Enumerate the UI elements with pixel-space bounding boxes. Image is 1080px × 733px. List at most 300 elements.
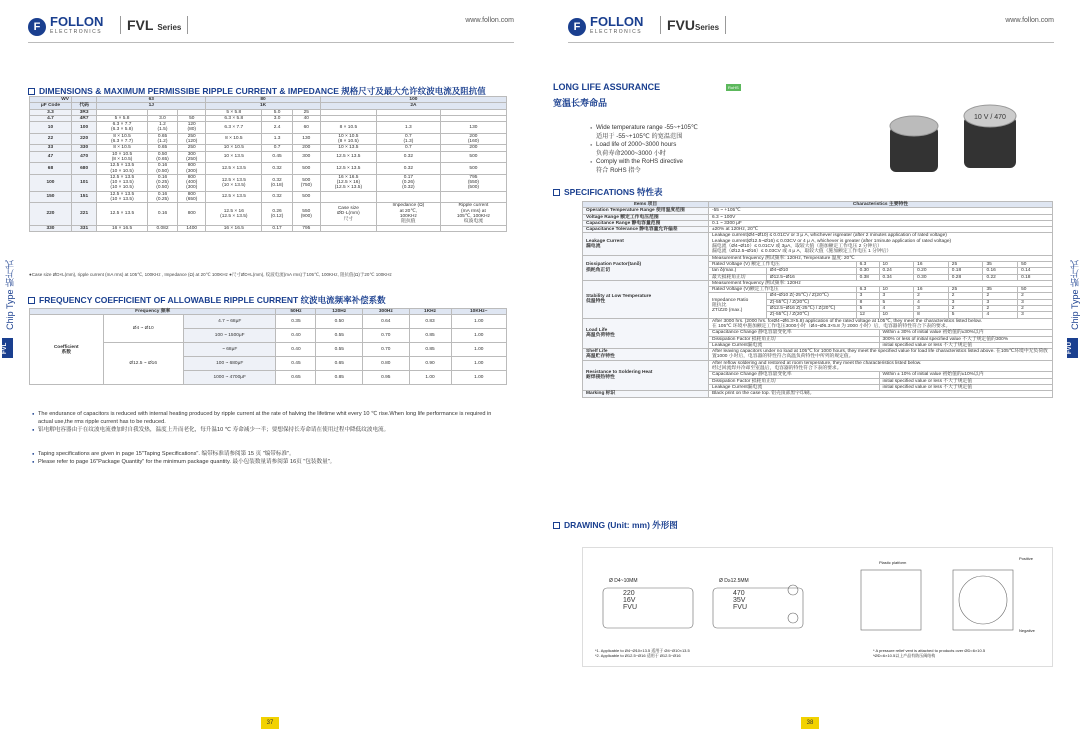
table-cell: 300: [292, 151, 320, 163]
table-cell: 25: [948, 261, 983, 267]
table-cell: Leakage Current漏电流: [709, 342, 880, 348]
table-cell: 2: [983, 306, 1018, 312]
table-cell: Ø12.5 ~ Ø16: [103, 343, 183, 385]
table-row: [583, 233, 1053, 255]
table-cell: 120Hz: [316, 309, 363, 315]
table-cell: 60: [292, 122, 320, 134]
table-cell: 3.3: [30, 109, 72, 115]
table-cell: Impedance (Ω) at 20℃, 100KHz 阻抗值: [376, 203, 440, 225]
feature-item: 符合 RoHS 指令: [596, 166, 641, 174]
table-cell: Leakage Current 漏电流: [583, 233, 709, 255]
table-cell: 300 (250): [178, 151, 206, 163]
table-cell: 0.64: [363, 315, 410, 329]
table-cell: 130: [440, 122, 506, 134]
table-cell: 12.5 × 13.5: [320, 151, 376, 163]
table-cell: 1.00: [451, 315, 506, 329]
note-3: ● Taping specifications are given in page 15"Taping Specifications". 编带标准请参阅第 15 页 "编带标准"。: [32, 450, 502, 458]
table-cell: 0.30: [856, 268, 879, 274]
table-cell: 12.5 × 13.5 (10 × 13.5) (10 × 10.5): [97, 174, 148, 191]
frequency-heading: FREQUENCY COEFFICIENT OF ALLOWABLE RIPPLE CURRENT 纹波电流频率补偿系数: [28, 294, 386, 306]
table-cell: 500: [440, 163, 506, 175]
table-cell: 0.34: [879, 274, 914, 280]
table-cell: 5: [879, 299, 914, 305]
table-cell: 3.0: [262, 115, 292, 121]
table-cell: 12.5 × 16 (12.5 × 13.5): [206, 203, 262, 225]
table-cell: 150: [30, 191, 72, 203]
table-cell: Rated Voltage (V) 额定工作电压: [709, 261, 857, 267]
table-cell: 200 (160): [440, 133, 506, 145]
specifications-table: [582, 201, 1053, 398]
table-cell: 0.32: [262, 191, 292, 203]
table-cell: 330: [71, 145, 96, 151]
table-cell: 35: [983, 261, 1018, 267]
table-cell: 331: [71, 225, 96, 231]
table-cell: 500: [292, 191, 320, 203]
table-cell: 5 × 5.8: [97, 115, 148, 121]
note-4: ● Please refer to page 16"Package Quantity" for the minimum package quantity. 最小包装数量请参阅第 16页 "包装数量"。: [32, 458, 502, 466]
table-cell: 0.082: [147, 225, 177, 231]
table-cell: 470: [71, 151, 96, 163]
table-cell: 0.65: [147, 145, 177, 151]
table-cell: 25: [292, 109, 320, 115]
table-cell: 220: [71, 133, 96, 145]
table-cell: 12.5 × 13.5 (10 × 13.5): [206, 174, 262, 191]
table-cell: 0.16: [147, 203, 177, 225]
table-cell: 50Hz: [276, 309, 316, 315]
drawing-heading: DRAWING (Unit: mm) 外形图: [553, 519, 678, 531]
table-cell: 4: [879, 306, 914, 312]
table-cell: 0.83: [409, 315, 451, 329]
table-cell: Resistance to Soldering Heat 耐焊接热特性: [583, 360, 709, 390]
table-row: [30, 133, 507, 145]
table-cell: 6.3 × 5.8: [206, 115, 262, 121]
table-cell: 80: [206, 97, 321, 103]
table-cell: Z(-55℃) / Z(20℃): [766, 299, 856, 305]
table-cell: 1.2 (1.5): [147, 122, 177, 134]
table-cell: 0.18: [948, 268, 983, 274]
table-cell: 0.40: [276, 343, 316, 357]
table-cell: 1400: [178, 225, 206, 231]
table-cell: 1.00: [409, 371, 451, 385]
table-cell: 0.85: [316, 371, 363, 385]
table-cell: 800: [178, 203, 206, 225]
table-cell: Operation Temperature Range 使用温度范围: [583, 208, 709, 214]
table-cell: 100: [320, 97, 506, 103]
table-cell: μF Code: [30, 103, 72, 109]
table-cell: 0.50: [316, 315, 363, 329]
table-cell: 2: [948, 306, 983, 312]
table-cell: 2A: [320, 103, 506, 109]
dimensions-heading: DIMENSIONS & MAXIMUM PERMISSIBE RIPPLE CURRENT & IMPEDANCE 规格尺寸及最大允许纹波电流及阻抗值: [28, 85, 486, 97]
feature-item: ● Wide temperature range -55~+105℃: [590, 124, 698, 133]
table-cell: 0.18: [1018, 274, 1053, 280]
table-cell: 33: [30, 145, 72, 151]
table-cell: 0.16 (0.25) (0.50): [147, 174, 177, 191]
table-cell: 0.65 (1.2): [147, 133, 177, 145]
table-cell: 795: [292, 225, 320, 231]
table-cell: 3.0: [147, 115, 177, 121]
table-cell: 10 × 13.5: [206, 151, 262, 163]
table-row: [30, 191, 507, 203]
table-cell: ±20% at 120Hz, 20℃: [709, 227, 1053, 233]
table-cell: 800 (300): [178, 163, 206, 175]
table-cell: 16: [914, 287, 949, 293]
table-cell: 0.28: [948, 274, 983, 280]
table-cell: 1J: [97, 103, 206, 109]
series-title: FVL Series: [120, 16, 188, 34]
table-cell: 2: [983, 293, 1018, 299]
table-cell: Z(-55℃) / Z(20℃): [766, 312, 856, 318]
table-cell: 12.5 × 13.5: [206, 191, 262, 203]
table-cell: 250: [178, 145, 206, 151]
table-cell: 50: [1018, 261, 1053, 267]
table-cell: Shelf Life 高温贮存特性: [583, 349, 709, 361]
table-cell: Load Life 高温负荷特性: [583, 318, 709, 348]
table-cell: Measurement frequency 测试频率: 120Hz: [709, 280, 1053, 286]
table-cell: 4: [914, 299, 949, 305]
table-cell: 100 ~ 1500μF: [183, 329, 276, 343]
table-cell: 0.16 (0.50): [147, 163, 177, 175]
table-cell: Coefficient 系数: [30, 315, 104, 385]
table-cell: 0.45: [276, 357, 316, 371]
table-cell: 1.00: [451, 343, 506, 357]
brand-sub: ELECTRONICS: [50, 29, 103, 35]
table-cell: 2: [914, 293, 949, 299]
table-cell: 1.3: [376, 122, 440, 134]
table-cell: 47: [30, 151, 72, 163]
table-cell: Ø4~Ø10: [766, 268, 856, 274]
table-cell: 12.5 × 13.5: [320, 163, 376, 175]
table-cell: 6.3 × 7.7: [206, 122, 262, 134]
table-cell: 4.7: [30, 115, 72, 121]
table-cell: 22: [30, 133, 72, 145]
table-cell: 800 (400) (300): [178, 174, 206, 191]
table-cell: 151: [71, 191, 96, 203]
dimensions-note: ●Case size ØD×L(mm), ripple current (mA rms) at 105℃, 100KHz , Impedance (Ω) at 20℃ 100KHz ●尺寸ØD×L(mm), 纹波电流(mA rms)于105℃, 100KHz, 阻抗值(Ω)于20℃ 100KHz: [29, 272, 392, 277]
table-cell: 1.00: [451, 371, 506, 385]
table-cell: 10 × 10.5: [206, 145, 262, 151]
right-header: [568, 14, 1054, 36]
table-cell: 3: [879, 293, 914, 299]
table-cell: WV: [30, 97, 72, 103]
table-cell: 16 × 16.5: [206, 225, 262, 231]
positive-label: Positive: [1019, 556, 1034, 561]
table-cell: 200: [440, 145, 506, 151]
table-cell: Ø4~Ø10 Z(-25℃) / Z(20℃): [766, 293, 856, 299]
table-row: [30, 315, 507, 329]
table-cell: 500 (750): [292, 174, 320, 191]
table-cell: [440, 191, 506, 203]
feature-item: 负荷寿命2000~3000 小时: [596, 149, 666, 157]
table-cell: 3R3: [71, 109, 96, 115]
specifications-heading: SPECIFICATIONS 特性表: [553, 186, 663, 198]
table-cell: 8 × 10.5: [320, 122, 376, 134]
table-cell: initial specified value or less 不大于规定值: [879, 342, 1052, 348]
table-row: [583, 391, 1053, 397]
table-row: [583, 360, 1053, 372]
table-cell: 0.7: [376, 145, 440, 151]
table-cell: Leakage Current漏电流: [709, 384, 880, 390]
table-cell: 10: [30, 122, 72, 134]
feature-item: ● Comply with the RoHS directive: [590, 158, 698, 167]
table-cell: 500: [440, 151, 506, 163]
table-cell: 12: [856, 312, 879, 318]
drawing-notes: *1. Applicable to Ø4~Ø10×13.5 适用于 Ø4~Ø10×13.5 *2. Applicable to Ø12.5~Ø16 适用于 Ø12.5~Ø16: [595, 648, 690, 658]
table-cell: 6.3 ~ 100V: [709, 214, 1053, 220]
table-cell: Ø4 ~ Ø10: [103, 315, 183, 343]
table-cell: 0.55: [316, 343, 363, 357]
table-cell: Frequency 频率: [30, 309, 276, 315]
table-cell: Rated Voltage (V)额定工作电压: [709, 287, 857, 293]
table-cell: 0.17 (0.26) (0.32): [376, 174, 440, 191]
table-cell: 3: [1018, 299, 1053, 305]
table-cell: 0.35: [276, 315, 316, 329]
table-cell: 0.7 (1.3): [376, 133, 440, 145]
table-cell: initial specified value or less 不大于规定值: [879, 384, 1052, 390]
table-cell: 12.5 × 13.5 (10 × 13.5): [97, 191, 148, 203]
table-cell: 6.3: [856, 287, 879, 293]
table-cell: initial specified value or less 不大于规定值: [879, 378, 1052, 384]
table-cell: 8: [914, 312, 949, 318]
website: www.follon.com: [1005, 17, 1054, 24]
table-cell: 0.14: [1018, 268, 1053, 274]
table-row: [30, 225, 507, 231]
table-cell: Items 项目: [583, 202, 709, 208]
table-cell: Ripple current (mA rms) at 105℃, 100KHz 纹波电流: [440, 203, 506, 225]
table-cell: Case size ØD·L(mm) 尺寸: [320, 203, 376, 225]
table-cell: [440, 225, 506, 231]
rohs-badge: RoHS: [728, 85, 739, 90]
table-cell: 0.16: [983, 268, 1018, 274]
table-cell: 0.85: [409, 343, 451, 357]
table-row: [30, 203, 507, 225]
drawing-2-marking: 470 35V FVU: [733, 590, 747, 611]
table-cell: 10 × 13.5: [320, 145, 376, 151]
table-cell: 0.70: [363, 343, 410, 357]
logo-icon: F: [568, 18, 586, 36]
table-cell: 5.0: [262, 109, 292, 115]
table-cell: After reflow soldering and restored at room temperature, they meet the characteristics listed below. 经过回流焊并冷却至室温后，电容器的特性符合下表的要求。: [709, 360, 1053, 372]
table-cell: 800 (650): [178, 191, 206, 203]
table-row: [583, 349, 1053, 361]
table-cell: 1KHz: [409, 309, 451, 315]
table-cell: Ø12.5~Ø16: [766, 274, 856, 280]
table-cell: 0.70: [363, 329, 410, 343]
table-cell: 680: [71, 163, 96, 175]
table-cell: 0.32 (0.18): [262, 174, 292, 191]
capacitor-photo: [880, 104, 1050, 184]
table-cell: 40: [292, 115, 320, 121]
table-cell: [376, 225, 440, 231]
plastic-platform-label: Plastic platform: [879, 560, 907, 565]
table-cell: 101: [71, 174, 96, 191]
long-life-subtitle: 宽温长寿命品: [553, 98, 608, 108]
table-cell: 6.3: [856, 261, 879, 267]
table-cell: 10 × 10.5 (8 × 10.5): [97, 151, 148, 163]
table-cell: 8: [856, 299, 879, 305]
brand-logo: [28, 16, 103, 38]
table-cell: 0.7: [262, 145, 292, 151]
table-cell: 0.95: [363, 371, 410, 385]
table-cell: 0.32: [376, 151, 440, 163]
table-cell: 50: [1018, 287, 1053, 293]
table-cell: [376, 191, 440, 203]
table-cell: 500: [292, 163, 320, 175]
table-cell: 0.30: [914, 274, 949, 280]
table-cell: 0.22: [983, 274, 1018, 280]
brand-name: FOLLON: [590, 14, 644, 29]
table-cell: 0.16 (0.25): [147, 191, 177, 203]
table-cell: 35: [983, 287, 1018, 293]
left-header: [28, 14, 514, 36]
table-cell: 100: [30, 174, 72, 191]
table-cell: 0.40: [276, 329, 316, 343]
table-cell: 100: [71, 122, 96, 134]
table-cell: 12.5 × 13.5: [206, 163, 262, 175]
table-cell: 795 (550) (500): [440, 174, 506, 191]
table-cell: 0.65: [316, 357, 363, 371]
table-cell: 1.00: [451, 329, 506, 343]
brand-name: FOLLON: [50, 14, 104, 29]
table-row: [30, 174, 507, 191]
side-label: Chip Type 贴片式: [5, 260, 15, 330]
table-cell: 3: [1018, 312, 1053, 318]
table-cell: -55 ~ +105℃: [709, 208, 1053, 214]
table-cell: 16 × 16.5 (12.5 × 16) (12.5 × 13.5): [320, 174, 376, 191]
logo-icon: F: [28, 18, 46, 36]
table-cell: 16: [914, 261, 949, 267]
table-cell: 0.17: [262, 225, 292, 231]
long-life-title: LONG LIFE ASSURANCE: [553, 82, 661, 92]
table-cell: 1.00: [451, 357, 506, 371]
table-cell: 4: [983, 312, 1018, 318]
feature-item: ● Load life of 2000~3000 hours: [590, 141, 698, 150]
table-cell: 63: [97, 97, 206, 103]
table-cell: 200: [292, 145, 320, 151]
table-cell: 0.32: [262, 163, 292, 175]
table-cell: 0.55: [316, 329, 363, 343]
dimensions-table: [29, 96, 507, 232]
table-cell: Voltage Range 额定工作电压范围: [583, 214, 709, 220]
table-cell: Capacitance Tolerance 静电容量允许偏差: [583, 227, 709, 233]
page-number: 38: [801, 717, 819, 729]
table-cell: [320, 225, 376, 231]
table-cell: Dissipation Factor 损耗角正切: [709, 378, 880, 384]
table-cell: 0.32: [376, 163, 440, 175]
table-cell: 8 × 10.5: [97, 145, 148, 151]
table-cell: 代码: [71, 103, 96, 109]
table-cell: 550 (900): [292, 203, 320, 225]
cap-marking: 10 V / 470: [974, 114, 1006, 121]
table-cell: 0.80: [363, 357, 410, 371]
table-cell: 0.20: [914, 268, 949, 274]
table-cell: 5: [856, 306, 879, 312]
table-cell: Leakage current(Ø4~Ø10) ≤ 0.01CV or 3 μ A, whichever isgreater (after 2 minutes application of rated voltage) Leakage current(Ø12.5~Ø16) ≤ 0.03CV or 4 μ A, whichever is greater (after 1minute application of rated voltage) 漏电流（Ø4~Ø10）≤ 0.01CV 或 3μA，取较大值（施加额定工作电压 2 分钟后） 漏电流（Ø12.5~Ø16）≤ 0.03CV 或 4 μ A，取较大值（施加额定工作电压 1 分钟后）: [709, 233, 1053, 255]
table-cell: 10 × 10.5 (8 × 10.5): [320, 133, 376, 145]
table-cell: Impedance Ratio 阻抗比 ZT/Z20 (max.): [709, 293, 767, 318]
table-cell: 2: [1018, 293, 1053, 299]
table-cell: 5: [948, 312, 983, 318]
note-1: ● The endurance of capacitors is reduced with internal heating produced by ripple current at the rate of halving the lifetime whit every 10 ℃ rise.When long life performance is required in actual use,the rms ripple current has to be reduced.: [32, 410, 502, 426]
table-cell: 10KHz~: [451, 309, 506, 315]
table-cell: tan δ(max.): [709, 268, 767, 274]
table-cell: 330: [30, 225, 72, 231]
table-cell: 0.26 (0.12): [262, 203, 292, 225]
frequency-table: [29, 308, 507, 385]
table-cell: 1000 ~ 4700μF: [183, 371, 276, 385]
table-cell: 8 × 10.5: [206, 133, 262, 145]
table-cell: Dissipation Factor 损耗角正切: [709, 336, 880, 342]
table-cell: 12.5 × 13.5: [97, 203, 148, 225]
table-cell: 2: [1018, 306, 1053, 312]
table-cell: 0.1 ~ 3300 μF: [709, 220, 1053, 226]
table-cell: 8 × 10.5 (6.3 × 7.7): [97, 133, 148, 145]
table-cell: After leaving capacitors under no load at 105℃ for 1000 hours, they meet the specified value for load life characteristics listed above. 在105℃环境中无负荷放置1000 小时后，电容器的特性符合高温负荷特性中所列的规定值。: [709, 349, 1053, 361]
drawing-notes-right: * A pressure relief vent is attached to products over ØD=6×10.5 *ØD=6×10.5以上产品有防压阀结构: [873, 648, 986, 658]
table-cell: 300Hz: [363, 309, 410, 315]
table-cell: 2.4: [262, 122, 292, 134]
table-cell: 25: [948, 287, 983, 293]
table-cell: Capacitance Change 静电容量变化率: [709, 372, 880, 378]
table-cell: 0.45: [262, 151, 292, 163]
website: www.follon.com: [465, 17, 514, 24]
table-cell: Marking 标识: [583, 391, 709, 397]
brand-logo: [568, 16, 643, 38]
table-cell: Stability at Low Temperature 低温特性: [583, 280, 709, 318]
table-cell: 1.3: [262, 133, 292, 145]
feature-item: 适用于 -55~+105℃ 的宽温范围: [596, 132, 683, 140]
table-cell: 220: [30, 203, 72, 225]
table-cell: 0.85: [409, 329, 451, 343]
table-cell: 最大损耗角正切: [709, 274, 767, 280]
table-cell: 130: [292, 133, 320, 145]
note-2: ● 铝电解电容器由于在纹波电流叠加时自我发热，温度上升而老化，每升温10 ℃ 寿命减少一半；要想保持长寿命请在使用过程中降低纹波电流。: [32, 426, 502, 434]
table-cell: 0.90: [409, 357, 451, 371]
table-cell: 12.5 × 13.5 (10 × 10.5): [97, 163, 148, 175]
table-cell: 16 × 16.5: [97, 225, 148, 231]
table-cell: 100 ~ 680μF: [183, 357, 276, 371]
feature-list: [590, 124, 698, 175]
table-cell: 3: [856, 293, 879, 299]
table-cell: Capacitance Change 静电容量变化率: [709, 330, 880, 336]
side-code-tab: FVL: [2, 338, 13, 358]
table-cell: 4R7: [71, 115, 96, 121]
table-cell: 221: [71, 203, 96, 225]
table-cell: 6.3 × 7.7 (6.3 × 5.8): [97, 122, 148, 134]
table-cell: Dissipation Factor(tanδ) 损耗角正切: [583, 255, 709, 280]
table-cell: 5 × 5.8: [206, 109, 262, 115]
table-cell: ~ 68μF: [183, 343, 276, 357]
drawing-1-marking: 220 16V FVU: [623, 590, 637, 611]
table-cell: 10: [879, 312, 914, 318]
side-label: Chip Type 贴片式: [1070, 260, 1080, 330]
notes-list: [32, 410, 502, 466]
table-row: [30, 163, 507, 175]
table-cell: 50: [178, 115, 206, 121]
table-cell: Measurement frequency 测试频率: 120Hz, Temperature 温度: 20℃: [709, 255, 1053, 261]
table-cell: 68: [30, 163, 72, 175]
table-cell: 0.50 (0.65): [147, 151, 177, 163]
table-cell: 2: [948, 293, 983, 299]
table-cell: 3: [914, 306, 949, 312]
table-cell: 1K: [206, 103, 321, 109]
negative-label: Negative: [1019, 628, 1035, 633]
table-cell: 120 (80): [178, 122, 206, 134]
table-row: [30, 151, 507, 163]
table-cell: 300% or less of initial specified value 不大于规定值的300%: [879, 336, 1052, 342]
drawing-1-label: Ø D4~10MM: [609, 578, 638, 584]
table-cell: 0.24: [879, 268, 914, 274]
